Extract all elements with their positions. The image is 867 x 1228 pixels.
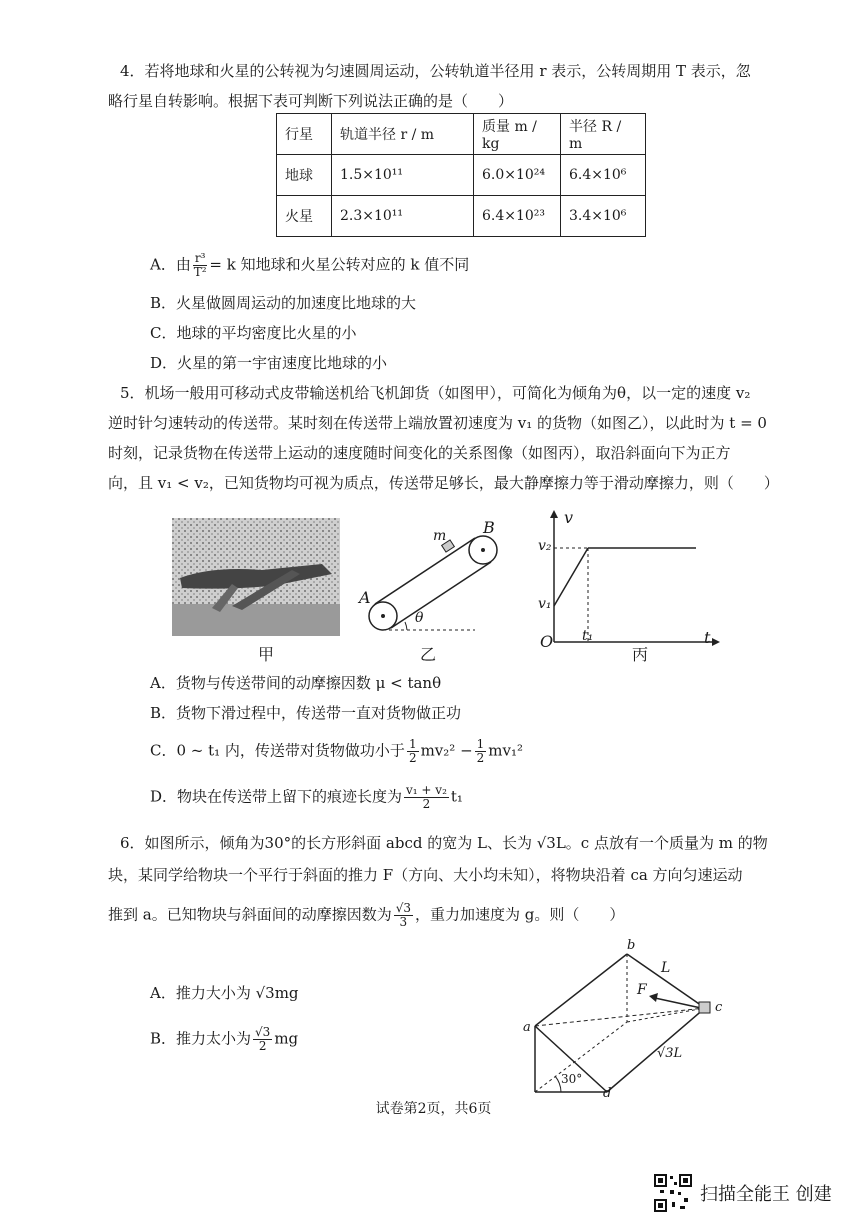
airport-photo-image [172, 518, 340, 636]
fraction-numerator: 1 [476, 737, 485, 751]
q4-option-a-suffix: = k 知地球和火星公转对应的 k 值不同 [209, 255, 470, 274]
fraction-denominator: T² [193, 265, 207, 279]
caption-jia: 甲 [258, 645, 275, 664]
q5-option-d-prefix: D．物块在传送带上留下的痕迹长度为 [150, 787, 403, 806]
q4-option-a[interactable] [150, 252, 469, 279]
q6-option-b-prefix: B．推力太小为 [150, 1029, 252, 1048]
graph-label-v: v [564, 508, 574, 527]
page-footer: 试卷第2页，共6页 [375, 1101, 492, 1117]
table-header-cell: 行星 [277, 114, 332, 155]
airport-photo [172, 518, 340, 636]
q5-stem-line1: 5．机场一般用可移动式皮带输送机给飞机卸货（如图甲），可简化为倾角为θ，以一定的速度 v₂ [120, 384, 751, 402]
q6-stem-line3-suffix: ，重力加速度为 g。则（ ） [415, 905, 625, 924]
velocity-time-graph [532, 508, 722, 651]
belt-label-m: m [433, 528, 447, 544]
q6-stem-line1: 6．如图所示，倾角为30°的长方形斜面 abcd 的宽为 L、长为 √3L。c 点放有一个质量为 m 的物 [120, 834, 768, 852]
incline-label-width: L [661, 960, 671, 976]
q5-option-d-suffix: t₁ [450, 787, 463, 806]
qr-code-icon [654, 1174, 692, 1212]
belt-label-a: A [359, 588, 371, 607]
fraction [407, 738, 419, 765]
fraction-denominator: 2 [422, 797, 431, 811]
q5-option-c-suffix: mv₁² [488, 741, 524, 760]
scanner-watermark [652, 1170, 862, 1220]
table-cell: 地球 [277, 155, 332, 196]
fraction-numerator: √3 [395, 901, 411, 915]
fraction-denominator: 3 [399, 915, 408, 929]
incline-svg [515, 938, 735, 1100]
incline-label-force: F [637, 982, 647, 998]
q4-option-b[interactable]: B．火星做圆周运动的加速度比地球的大 [150, 294, 417, 312]
table-cell: 6.4×10⁶ [561, 155, 646, 196]
table-cell: 1.5×10¹¹ [332, 155, 474, 196]
q5-stem-line4: 向，且 v₁ < v₂，已知货物均可视为质点，传送带足够长，最大静摩擦力等于滑动摩擦力，则（ ） [108, 474, 779, 492]
fraction [404, 784, 449, 811]
q4-option-c[interactable]: C．地球的平均密度比火星的小 [150, 324, 357, 342]
incline-diagram [515, 938, 735, 1100]
q6-stem-line3 [108, 902, 624, 929]
q6-option-b[interactable] [150, 1026, 298, 1053]
q6-stem-line2: 块，某同学给物块一个平行于斜面的推力 F（方向、大小均未知），将物块沿着 ca 方向匀速运动 [108, 866, 743, 884]
q5-option-c-prefix: C．0 ~ t₁ 内，传送带对货物做功小于 [150, 741, 405, 760]
caption-yi: 乙 [420, 645, 437, 664]
watermark-text: 扫描全能王 创建 [700, 1184, 832, 1205]
belt-label-b: B [483, 518, 495, 537]
belt-label-theta: θ [415, 610, 424, 626]
graph-label-v1: v₁ [538, 596, 552, 612]
q4-option-d[interactable]: D．火星的第一宇宙速度比地球的小 [150, 354, 388, 372]
incline-label-d: d [603, 1086, 612, 1101]
fraction [253, 1026, 272, 1053]
q5-option-b[interactable]: B．货物下滑过程中，传送带一直对货物做正功 [150, 704, 462, 722]
fraction-denominator: 2 [476, 751, 485, 765]
fraction-numerator: √3 [255, 1025, 271, 1039]
q6-stem-line3-prefix: 推到 a。已知物块与斜面间的动摩擦因数为 [108, 905, 392, 924]
q6-option-b-suffix: mg [274, 1029, 299, 1048]
table-row [277, 196, 646, 237]
table-cell: 火星 [277, 196, 332, 237]
fraction-denominator: 2 [258, 1039, 267, 1053]
fraction-numerator: 1 [408, 737, 417, 751]
fraction [475, 738, 487, 765]
table-cell: 6.0×10²⁴ [474, 155, 561, 196]
planet-table [276, 113, 646, 237]
table-cell: 2.3×10¹¹ [332, 196, 474, 237]
graph-label-t1: t₁ [582, 628, 594, 644]
vt-graph-svg [532, 508, 722, 648]
incline-label-c: c [715, 1000, 723, 1015]
q5-stem-line2: 逆时针匀速转动的传送带。某时刻在传送带上端放置初速度为 v₁ 的货物（如图乙），以此时为 t = 0 [108, 414, 767, 432]
graph-label-v2: v₂ [538, 538, 552, 554]
table-header-cell: 轨道半径 r / m [332, 114, 474, 155]
table-cell: 3.4×10⁶ [561, 196, 646, 237]
fraction-denominator: 2 [408, 751, 417, 765]
q5-option-a[interactable]: A．货物与传送带间的动摩擦因数 μ < tanθ [150, 674, 442, 692]
graph-label-origin: O [540, 632, 554, 651]
q4-option-a-prefix: A．由 [150, 255, 191, 274]
table-row [277, 155, 646, 196]
q4-stem-line1: 4．若将地球和火星的公转视为匀速圆周运动，公转轨道半径用 r 表示，公转周期用 T 表示，忽 [120, 62, 751, 80]
q5-stem-line3: 时刻，记录货物在传送带上运动的速度随时间变化的关系图像（如图丙），取沿斜面向下为正方 [108, 444, 731, 462]
table-header-cell: 质量 m / kg [474, 114, 561, 155]
fraction-numerator: r³ [194, 251, 206, 265]
table-header-row [277, 114, 646, 155]
conveyor-belt-diagram [355, 518, 505, 636]
caption-bing: 丙 [632, 645, 649, 664]
incline-label-a: a [523, 1020, 531, 1035]
fraction [193, 252, 208, 279]
q5-option-c-mid: mv₂² − [420, 741, 473, 760]
table-cell: 6.4×10²³ [474, 196, 561, 237]
fraction-numerator: v₁ + v₂ [406, 783, 447, 797]
table-header-cell: 半径 R / m [561, 114, 646, 155]
q4-stem-line2: 略行星自转影响。根据下表可判断下列说法正确的是（ ） [108, 92, 514, 110]
incline-label-b: b [627, 938, 636, 953]
graph-label-t: t [704, 628, 711, 647]
q5-option-d[interactable] [150, 784, 463, 811]
incline-label-angle: 30° [561, 1072, 583, 1086]
incline-label-length: √3L [657, 1046, 683, 1061]
q5-option-c[interactable] [150, 738, 523, 765]
fraction [394, 902, 413, 929]
q6-option-a[interactable]: A．推力大小为 √3mg [150, 984, 299, 1002]
